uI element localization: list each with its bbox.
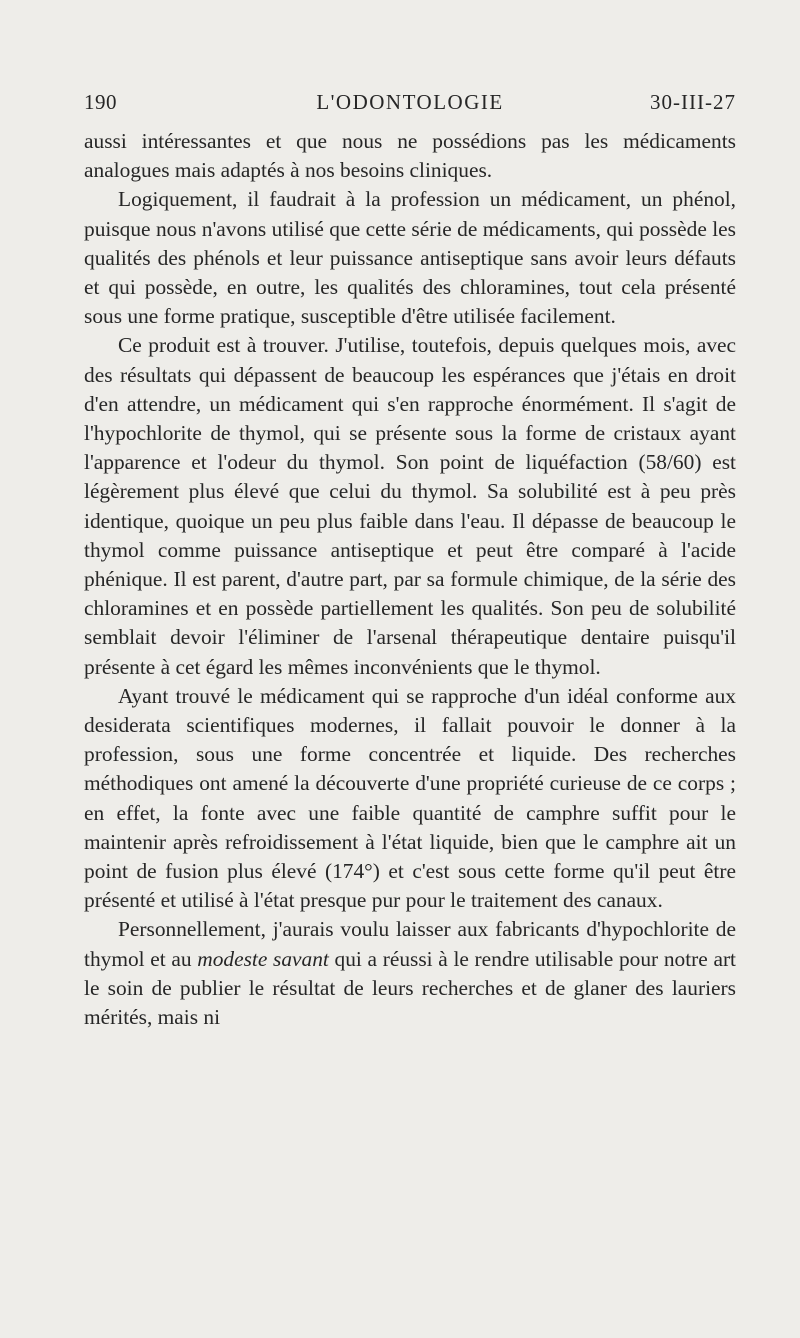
journal-title: L'ODONTOLOGIE	[316, 90, 504, 114]
paragraph: Ce produit est à trouver. J'utilise, toutefois, depuis quelques mois, avec des résultats qui dépassent de beaucoup les espérances que j'étais en droit d'en attendre, un médicament qui s'en rapproche énormément. Il s'agit de l'hypochlorite de thymol, qui se présente sous la forme de cristaux ayant l'apparence et l'odeur du thymol. Son point de liquéfaction (58/60) est légèrement plus élevé que celui du thymol. Sa solubilité est à peu près identique, quoique un peu plus faible dans l'eau. Il dépasse de beaucoup le thymol comme puissance antiseptique et peut être comparé à l'acide phénique. Il est parent, d'autre part, par sa formule chimique, de la série des chloramines et en possède partiellement les qualités. Son peu de solubilité semblait devoir l'éliminer de l'arsenal thérapeutique dentaire puisqu'il présente à cet égard les mêmes inconvénients que le thymol.	[84, 333, 736, 679]
issue-date: 30-III-27	[650, 90, 736, 114]
page	[84, 90, 736, 1032]
paragraph: Logiquement, il faudrait à la profession un médicament, un phénol, puisque nous n'avons utilisé que cette série de médicaments, qui possède les qualités des phénols et leur puissance antiseptique sans avoir leurs défauts et qui possède, en outre, les qualités des chloramines, tout cela présenté sous une forme pratique, susceptible d'être utilisée facilement.	[84, 187, 736, 329]
paragraph-text: Personnellement, j'aurais voulu laisser aux fabricants d'hypochlorite de thymol et au	[84, 917, 736, 971]
paragraph	[84, 915, 736, 1032]
emphasis-text: modeste savant	[197, 946, 329, 971]
paragraph-text: qui a réussi à le rendre utilisable pour notre art le soin de publier le résultat de leurs recherches et de glaner des lauriers mérités, mais ni	[84, 946, 737, 1030]
paragraph: Ayant trouvé le médicament qui se rapproche d'un idéal conforme aux desiderata scientifiques modernes, il fallait pouvoir le donner à la profession, sous une forme concentrée et liquide. Des recherches méthodiques ont amené la découverte d'une propriété curieuse de ce corps ; en effet, la fonte avec une faible quantité de camphre suffit pour le maintenir après refroidissement à l'état liquide, bien que le camphre ait un point de fusion plus élevé (174°) et c'est sous cette forme qu'il peut être présenté et utilisé à l'état presque pur pour le traitement des canaux.	[84, 683, 736, 913]
page-number: 190	[84, 90, 117, 114]
article-body	[84, 127, 736, 1032]
paragraph-continued: aussi intéressantes et que nous ne possédions pas les médicaments analogues mais adaptés à nos besoins cliniques.	[84, 129, 736, 183]
running-head	[84, 90, 736, 118]
